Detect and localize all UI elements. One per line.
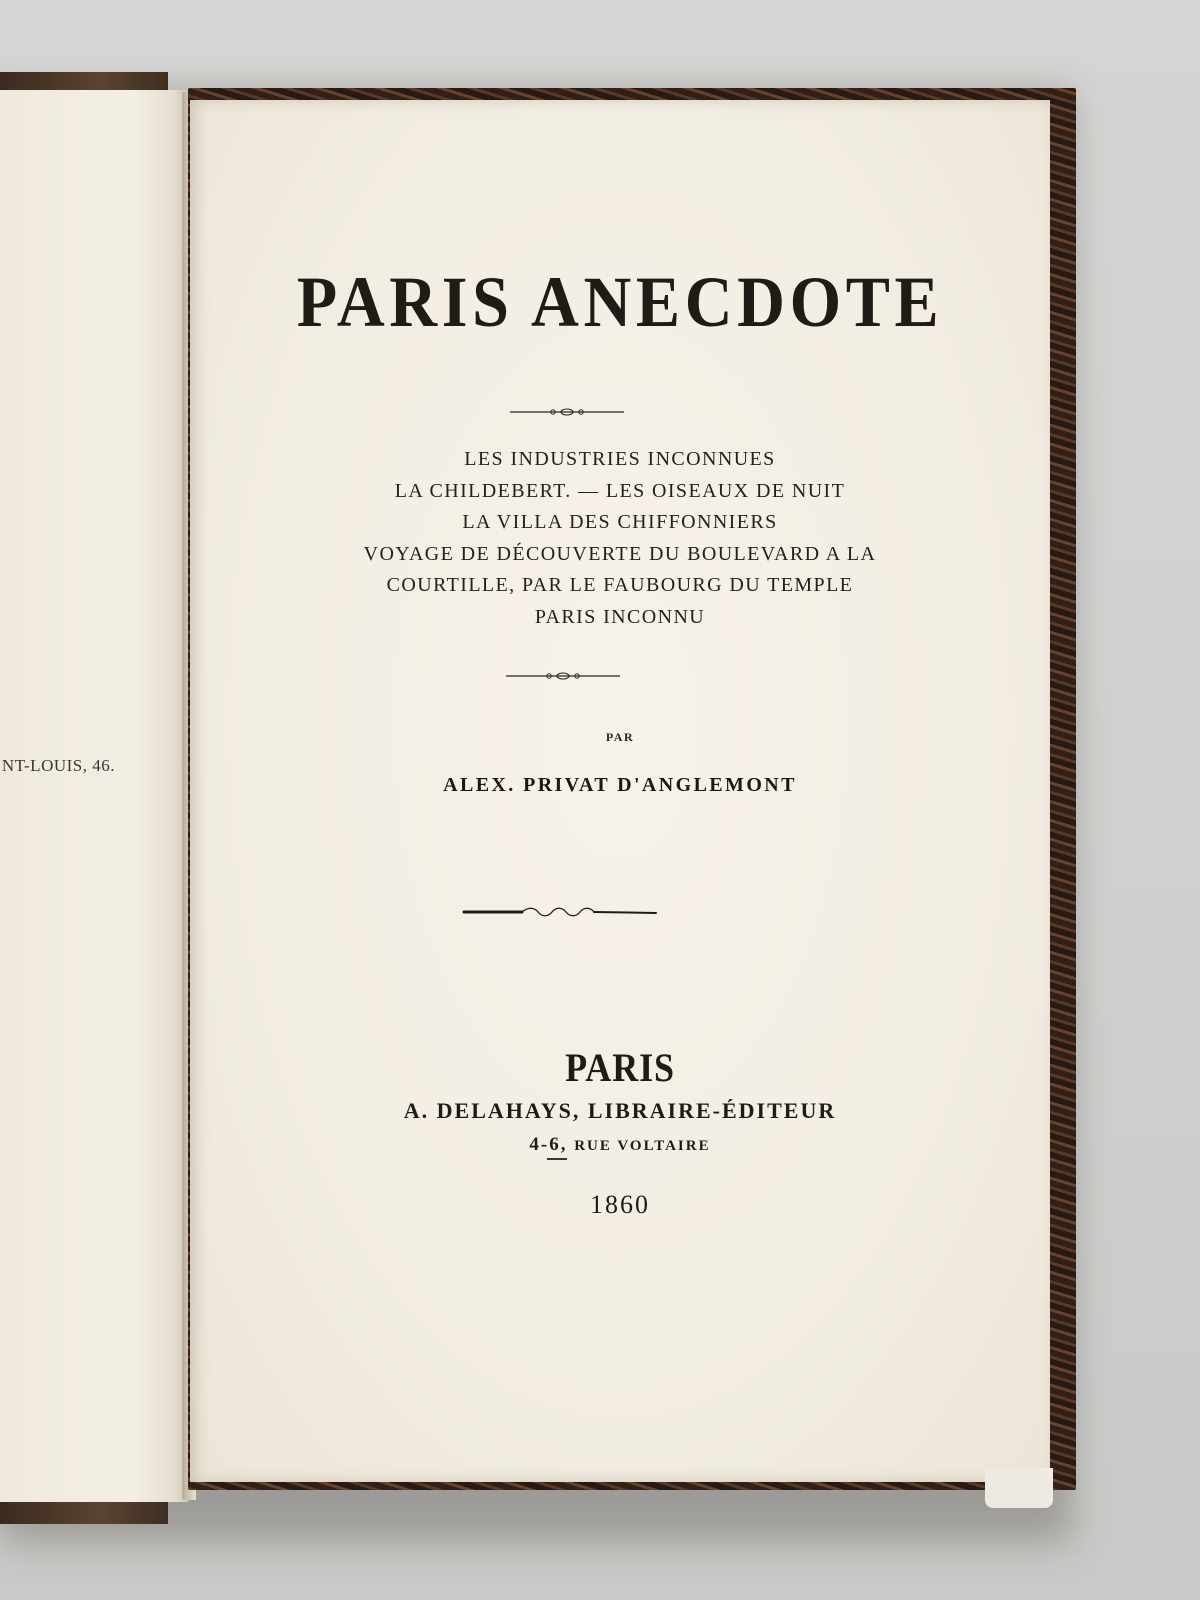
address-street: RUE VOLTAIRE bbox=[574, 1138, 711, 1154]
publisher-address bbox=[190, 1134, 1050, 1156]
ornament-rule-flourish bbox=[462, 906, 658, 920]
contents-line: LA CHILDEBERT. — LES OISEAUX DE NUIT bbox=[394, 479, 846, 502]
publication-year: 1860 bbox=[590, 1190, 650, 1219]
book-title: PARIS ANECDOTE bbox=[296, 262, 944, 342]
by-label: PAR bbox=[605, 730, 635, 744]
imprint-city: PARIS bbox=[565, 1045, 675, 1090]
contents-line: LES INDUSTRIES INCONNUES bbox=[464, 448, 776, 470]
contents-line: COURTILLE, PAR LE FAUBOURG DU TEMPLE bbox=[386, 574, 854, 596]
left-page bbox=[0, 90, 188, 1502]
contents-list bbox=[190, 444, 1050, 633]
small-rule bbox=[547, 1158, 567, 1160]
contents-line: LA VILLA DES CHIFFONNIERS bbox=[462, 511, 778, 533]
contents-line: VOYAGE DE DÉCOUVERTE DU BOULEVARD A LA bbox=[363, 542, 877, 565]
ornament-rule-middle bbox=[504, 670, 622, 682]
publisher-name: A. DELAHAYS, LIBRAIRE-ÉDITEUR bbox=[403, 1098, 837, 1123]
ornament-rule-top bbox=[508, 406, 626, 418]
contents-line: PARIS INCONNU bbox=[534, 605, 706, 628]
left-page-text-fragment: NT-LOUIS, 46. bbox=[1, 756, 115, 775]
author-name: ALEX. PRIVAT D'ANGLEMONT bbox=[443, 774, 797, 796]
page-corner bbox=[985, 1468, 1053, 1508]
address-number: 4-6, bbox=[529, 1134, 568, 1155]
